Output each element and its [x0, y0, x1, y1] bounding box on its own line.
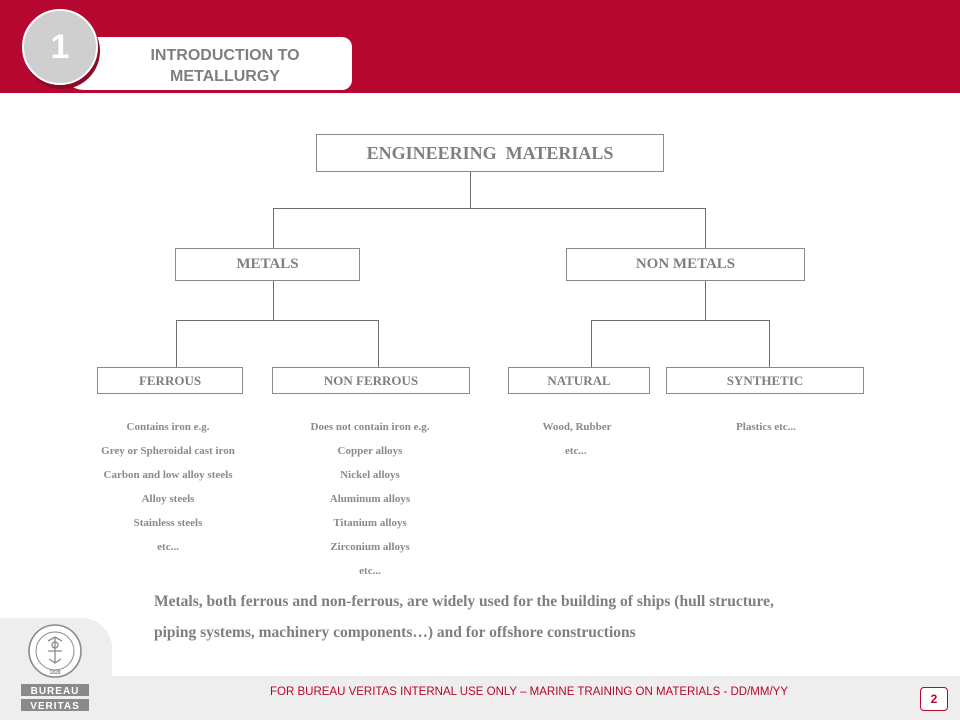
- natural-detail-item: Wood, Rubber: [542, 421, 612, 433]
- natural-details: [517, 415, 637, 463]
- logo-word-bureau: BUREAU: [30, 686, 80, 697]
- section-number-badge: 1: [22, 9, 98, 85]
- connector-metals-bar: [176, 320, 379, 321]
- ferrous-details: [68, 415, 268, 559]
- ferrous-detail-item: Stainless steels: [133, 517, 203, 529]
- non-ferrous-detail-item: Zirconium alloys: [330, 541, 410, 553]
- node-non-ferrous: NON FERROUS: [272, 367, 470, 394]
- ferrous-detail-item: Alloy steels: [141, 493, 195, 505]
- ferrous-detail-item: etc...: [157, 541, 179, 553]
- natural-detail-item: etc...: [565, 445, 587, 457]
- synthetic-detail-item: Plastics etc...: [736, 421, 796, 433]
- non-ferrous-details: [270, 415, 470, 583]
- connector-metals-down: [273, 281, 274, 321]
- node-natural: NATURAL: [508, 367, 650, 394]
- node-engineering-materials: ENGINEERING MATERIALS: [316, 134, 664, 172]
- connector-non-metals-bar: [591, 320, 770, 321]
- node-non-metals: NON METALS: [566, 248, 805, 281]
- footer-band: [112, 676, 960, 720]
- bureau-veritas-logo: [18, 623, 92, 715]
- non-ferrous-detail-item: Nickel alloys: [340, 469, 400, 481]
- node-ferrous: FERROUS: [97, 367, 243, 394]
- ferrous-detail-item: Carbon and low alloy steels: [103, 469, 233, 481]
- non-ferrous-detail-item: Titanium alloys: [333, 517, 407, 529]
- footer-disclaimer: FOR BUREAU VERITAS INTERNAL USE ONLY – MARINE TRAINING ON MATERIALS - DD/MM/YY: [270, 686, 789, 698]
- non-ferrous-detail-item: Copper alloys: [337, 445, 403, 457]
- connector-to-non-metals: [705, 208, 706, 248]
- node-synthetic: SYNTHETIC: [666, 367, 864, 394]
- ferrous-detail-item: Contains iron e.g.: [126, 421, 210, 433]
- connector-to-synthetic: [769, 320, 770, 367]
- summary-line: piping systems, machinery components…) and for offshore constructions: [154, 624, 636, 641]
- section-title: INTRODUCTION TO METALLURGY: [150, 47, 300, 85]
- non-ferrous-detail-item: Aluminum alloys: [329, 493, 411, 505]
- non-ferrous-detail-item: Does not contain iron e.g.: [310, 421, 430, 433]
- connector-to-non-ferrous: [378, 320, 379, 367]
- connector-level1-bar: [273, 208, 706, 209]
- ferrous-detail-item: Grey or Spheroidal cast iron: [101, 445, 235, 457]
- node-metals: METALS: [175, 248, 360, 281]
- connector-to-natural: [591, 320, 592, 367]
- connector-to-ferrous: [176, 320, 177, 367]
- page-number: 2: [920, 687, 948, 711]
- summary-line: Metals, both ferrous and non-ferrous, are widely used for the building of ships (hull structure,: [154, 593, 774, 610]
- summary-paragraph: [154, 586, 924, 648]
- logo-year: 1828: [49, 670, 61, 676]
- connector-non-metals-down: [705, 281, 706, 321]
- logo-word-veritas: VERITAS: [30, 701, 80, 712]
- connector-to-metals: [273, 208, 274, 248]
- connector-root-down: [470, 172, 471, 209]
- non-ferrous-detail-item: etc...: [359, 565, 381, 577]
- synthetic-details: [706, 415, 826, 439]
